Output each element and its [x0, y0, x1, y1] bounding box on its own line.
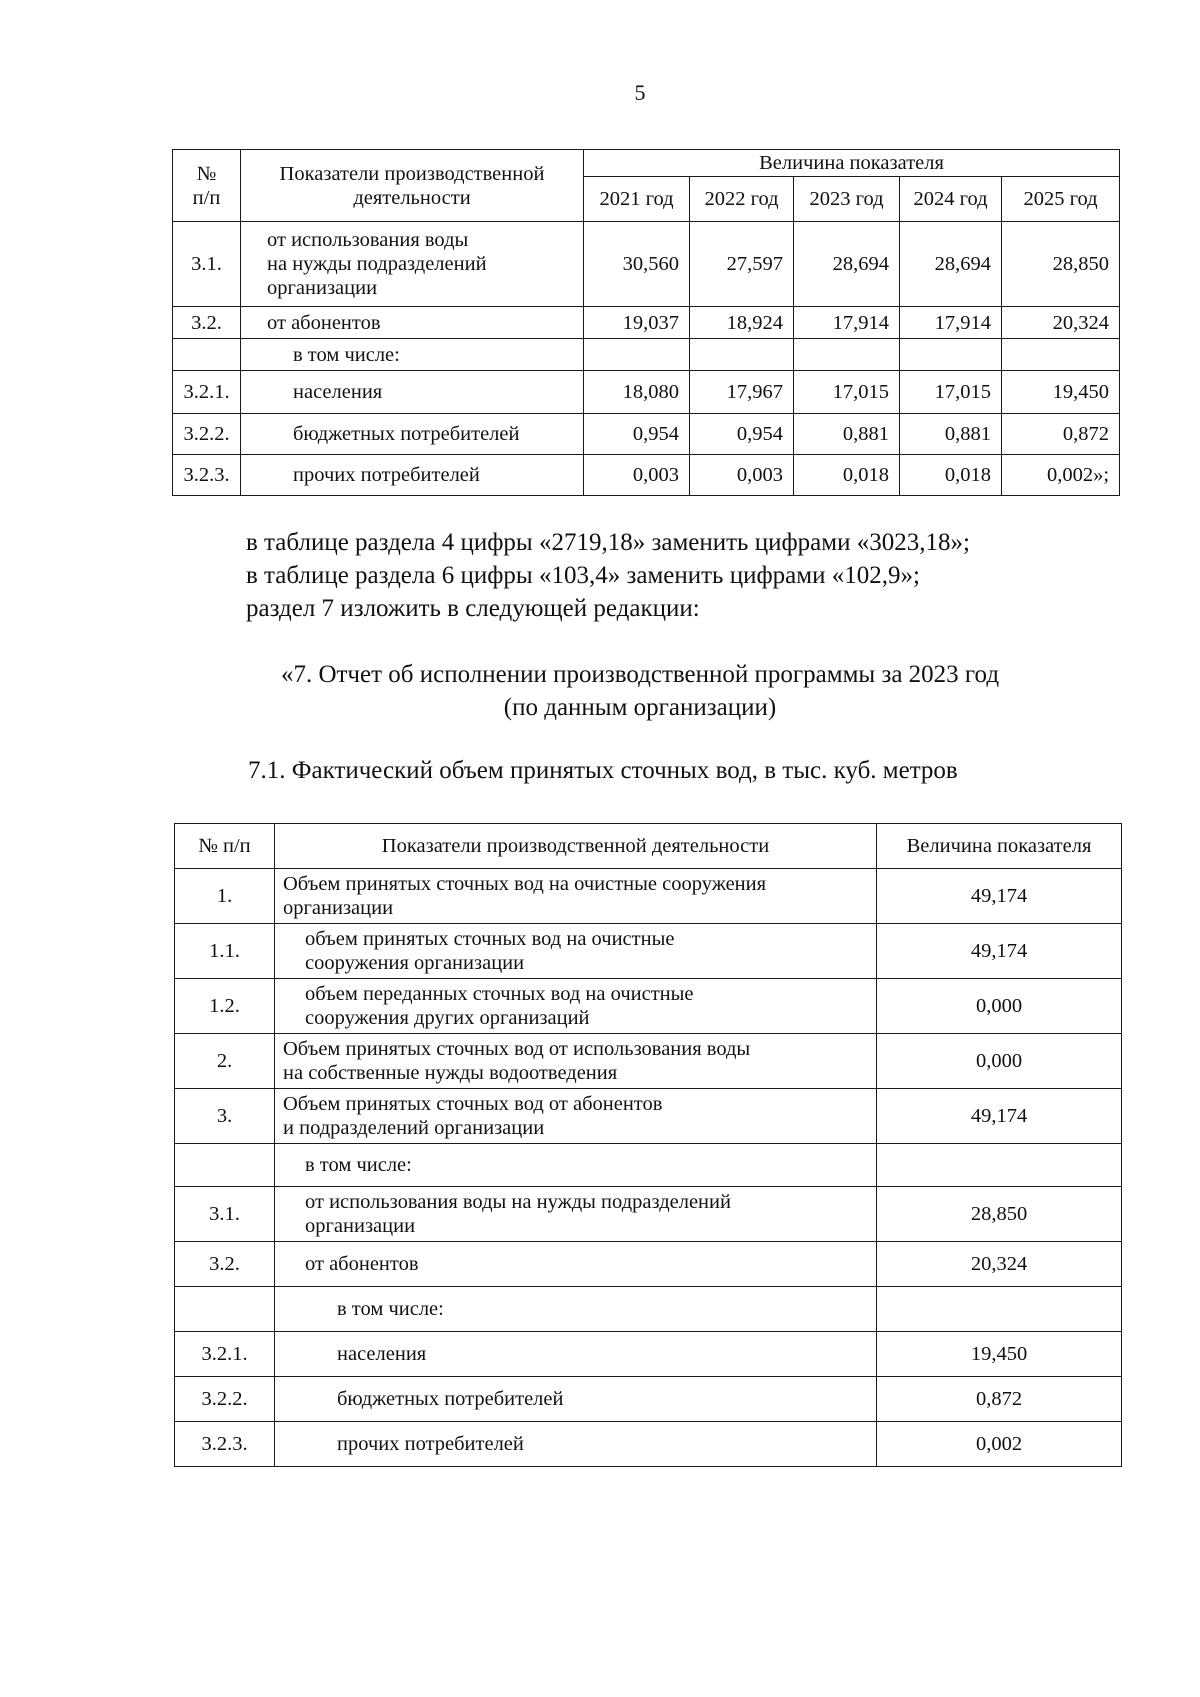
- table-row: [175, 1144, 1122, 1187]
- row-indicator: в том числе:: [275, 1144, 877, 1187]
- row-value: [690, 339, 794, 371]
- row-number: 3.2.1.: [175, 1332, 275, 1377]
- row-indicator: прочих потребителей: [241, 455, 584, 496]
- row-value: 49,174: [877, 924, 1122, 979]
- table-row: [175, 1187, 1122, 1242]
- row-indicator: в том числе:: [275, 1287, 877, 1332]
- table-row: [175, 1422, 1122, 1467]
- row-value: 0,881: [900, 414, 1002, 455]
- table1-header-indicator: Показатели производственной деятельности: [241, 150, 584, 222]
- row-number: 3.: [175, 1089, 275, 1144]
- row-indicator: от абонентов: [241, 307, 584, 339]
- row-value: [1002, 339, 1120, 371]
- row-value: 27,597: [690, 222, 794, 307]
- row-value: 0,881: [794, 414, 900, 455]
- row-value: 49,174: [877, 869, 1122, 924]
- table2-header-value: Величина показателя: [877, 824, 1122, 869]
- row-value: [877, 1287, 1122, 1332]
- table2-header-row: [175, 824, 1122, 869]
- row-value: 0,872: [877, 1377, 1122, 1422]
- amendment-instructions: [246, 526, 1146, 625]
- table-row: [175, 924, 1122, 979]
- table-row: [173, 371, 1120, 414]
- row-value: 28,850: [877, 1187, 1122, 1242]
- row-value: 0,018: [794, 455, 900, 496]
- section-title-line: «7. Отчет об исполнении производственной программы за 2023 год: [280, 661, 1000, 688]
- row-value: 0,003: [690, 455, 794, 496]
- row-value: [877, 1144, 1122, 1187]
- row-indicator: населения: [275, 1332, 877, 1377]
- row-value: 0,003: [584, 455, 690, 496]
- row-value: 20,324: [1002, 307, 1120, 339]
- instruction-line: в таблице раздела 6 цифры «103,4» заменить цифрами «102,9»;: [246, 562, 920, 589]
- row-indicator: от абонентов: [275, 1242, 877, 1287]
- row-value: 17,015: [794, 371, 900, 414]
- table1-header-year: 2022 год: [690, 177, 794, 222]
- table-row: [175, 869, 1122, 924]
- row-value: 19,450: [1002, 371, 1120, 414]
- table-row: [173, 339, 1120, 371]
- section-title: [200, 658, 1080, 724]
- table2-header-indicator: Показатели производственной деятельности: [275, 824, 877, 869]
- table1-header-row: [173, 150, 1120, 177]
- table-row: [175, 1034, 1122, 1089]
- table1-header-group: Величина показателя: [584, 150, 1120, 177]
- row-indicator: бюджетных потребителей: [275, 1377, 877, 1422]
- row-number: 3.2.: [173, 307, 241, 339]
- row-value: 0,002: [877, 1422, 1122, 1467]
- table-row: [173, 307, 1120, 339]
- row-number: 1.: [175, 869, 275, 924]
- production-indicators-table-by-year: [172, 149, 1120, 496]
- row-number: 2.: [175, 1034, 275, 1089]
- row-value: [794, 339, 900, 371]
- row-number: 3.1.: [173, 222, 241, 307]
- row-indicator: Объем принятых сточных вод от абонентов и подразделений организации: [275, 1089, 877, 1144]
- row-value: 18,924: [690, 307, 794, 339]
- instruction-line: в таблице раздела 4 цифры «2719,18» заменить цифрами «3023,18»;: [246, 529, 970, 556]
- row-value: 0,872: [1002, 414, 1120, 455]
- row-indicator: объем переданных сточных вод на очистные сооружения других организаций: [275, 979, 877, 1034]
- table-row: [175, 1287, 1122, 1332]
- table1-header-year: 2023 год: [794, 177, 900, 222]
- row-value: 19,037: [584, 307, 690, 339]
- instruction-line: раздел 7 изложить в следующей редакции:: [246, 595, 700, 622]
- row-number: 1.1.: [175, 924, 275, 979]
- row-value: 17,015: [900, 371, 1002, 414]
- row-value: 28,694: [900, 222, 1002, 307]
- row-indicator: Объем принятых сточных вод на очистные сооружения организации: [275, 869, 877, 924]
- table1-header-year: 2024 год: [900, 177, 1002, 222]
- row-indicator: Объем принятых сточных вод от использования воды на собственные нужды водоотведения: [275, 1034, 877, 1089]
- row-value: 49,174: [877, 1089, 1122, 1144]
- row-value: 0,018: [900, 455, 1002, 496]
- row-indicator: прочих потребителей: [275, 1422, 877, 1467]
- row-value: 0,954: [584, 414, 690, 455]
- row-value: 17,914: [900, 307, 1002, 339]
- page-number: 5: [634, 80, 646, 105]
- subsection-title: 7.1. Фактический объем принятых сточных вод, в тыс. куб. метров: [248, 757, 958, 784]
- row-indicator: объем принятых сточных вод на очистные сооружения организации: [275, 924, 877, 979]
- table2-header-num: № п/п: [175, 824, 275, 869]
- row-number: 3.2.: [175, 1242, 275, 1287]
- row-value: 19,450: [877, 1332, 1122, 1377]
- table-row: [175, 1332, 1122, 1377]
- row-value: 0,000: [877, 1034, 1122, 1089]
- row-number: 3.1.: [175, 1187, 275, 1242]
- row-number: 3.2.1.: [173, 371, 241, 414]
- row-value: 0,002»;: [1002, 455, 1120, 496]
- section-title-line: (по данным организации): [503, 694, 777, 721]
- table-row: [175, 979, 1122, 1034]
- table1-header-year: 2021 год: [584, 177, 690, 222]
- row-value: 18,080: [584, 371, 690, 414]
- row-value: 20,324: [877, 1242, 1122, 1287]
- row-indicator: от использования воды на нужды подразделений организации: [275, 1187, 877, 1242]
- table-row: [175, 1242, 1122, 1287]
- row-number: 3.2.2.: [175, 1377, 275, 1422]
- row-value: 17,967: [690, 371, 794, 414]
- row-indicator: в том числе:: [241, 339, 584, 371]
- row-value: 0,954: [690, 414, 794, 455]
- row-value: 30,560: [584, 222, 690, 307]
- row-value: 17,914: [794, 307, 900, 339]
- row-indicator: населения: [241, 371, 584, 414]
- row-value: 28,694: [794, 222, 900, 307]
- row-number: [173, 339, 241, 371]
- table-row: [175, 1089, 1122, 1144]
- table-row: [173, 455, 1120, 496]
- row-number: 3.2.3.: [175, 1422, 275, 1467]
- table-row: [173, 222, 1120, 307]
- row-value: 28,850: [1002, 222, 1120, 307]
- row-number: [175, 1287, 275, 1332]
- table-row: [173, 414, 1120, 455]
- table1-header-year: 2025 год: [1002, 177, 1120, 222]
- row-indicator: от использования воды на нужды подразделений организации: [241, 222, 584, 307]
- row-value: 0,000: [877, 979, 1122, 1034]
- row-number: 1.2.: [175, 979, 275, 1034]
- table1-header-num: № п/п: [173, 150, 241, 222]
- wastewater-volume-table: [174, 823, 1122, 1467]
- row-number: 3.2.3.: [173, 455, 241, 496]
- row-value: [584, 339, 690, 371]
- table-row: [175, 1377, 1122, 1422]
- row-number: 3.2.2.: [173, 414, 241, 455]
- row-number: [175, 1144, 275, 1187]
- row-indicator: бюджетных потребителей: [241, 414, 584, 455]
- row-value: [900, 339, 1002, 371]
